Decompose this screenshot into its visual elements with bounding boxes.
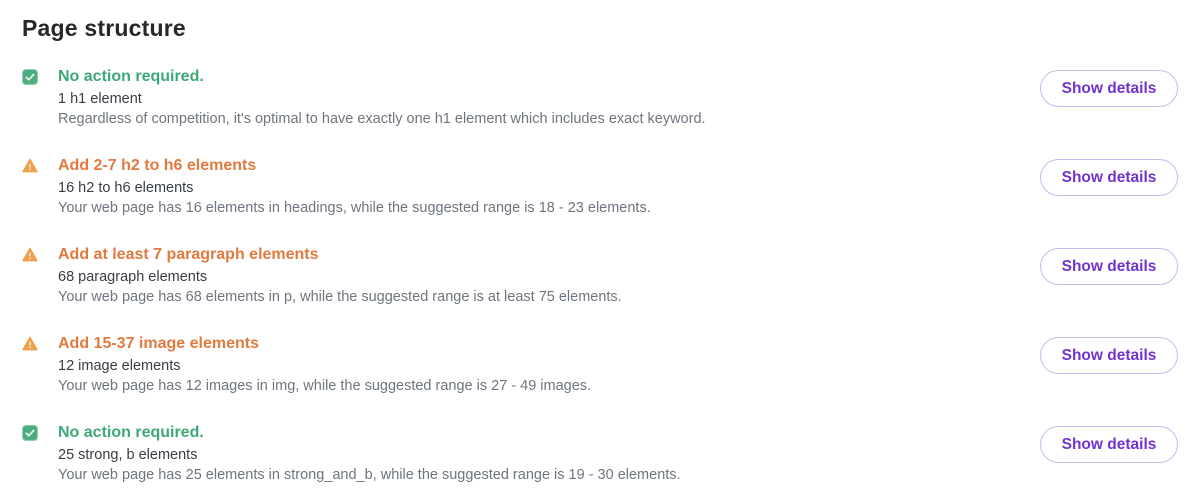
item-description: Your web page has 16 elements in headings, while the suggested range is 18 - 23 elements.	[58, 200, 651, 216]
structure-item-images	[22, 333, 1178, 396]
show-details-button[interactable]: Show details	[1040, 337, 1178, 374]
item-description: Your web page has 12 images in img, while the suggested range is 27 - 49 images.	[58, 378, 592, 394]
check-square-icon	[22, 425, 38, 441]
item-subtitle: 25 strong, b elements	[58, 447, 198, 463]
page-title: Page structure	[22, 15, 186, 41]
item-title: No action required.	[58, 424, 204, 441]
item-subtitle: 1 h1 element	[58, 91, 142, 107]
structure-item-h1	[22, 66, 1178, 129]
structure-item-paragraphs	[22, 244, 1178, 307]
item-title: Add 2-7 h2 to h6 elements	[58, 157, 257, 174]
item-description: Regardless of competition, it's optimal to have exactly one h1 element which includes exact keyword.	[58, 111, 706, 127]
item-description: Your web page has 25 elements in strong_and_b, while the suggested range is 19 - 30 elements.	[58, 467, 681, 483]
show-details-button[interactable]: Show details	[1040, 159, 1178, 196]
warning-triangle-icon	[22, 247, 38, 263]
item-description: Your web page has 68 elements in p, while the suggested range is at least 75 elements.	[58, 289, 622, 305]
show-details-button[interactable]: Show details	[1040, 70, 1178, 107]
structure-item-strong-b	[22, 422, 1178, 485]
item-subtitle: 12 image elements	[58, 358, 181, 374]
check-square-icon	[22, 69, 38, 85]
item-title: No action required.	[58, 68, 204, 85]
item-subtitle: 68 paragraph elements	[58, 269, 208, 285]
show-details-button[interactable]: Show details	[1040, 248, 1178, 285]
item-subtitle: 16 h2 to h6 elements	[58, 180, 194, 196]
structure-item-h2-h6	[22, 155, 1178, 218]
warning-triangle-icon	[22, 158, 38, 174]
item-title: Add 15-37 image elements	[58, 335, 259, 352]
item-title: Add at least 7 paragraph elements	[58, 246, 319, 263]
warning-triangle-icon	[22, 336, 38, 352]
show-details-button[interactable]: Show details	[1040, 426, 1178, 463]
